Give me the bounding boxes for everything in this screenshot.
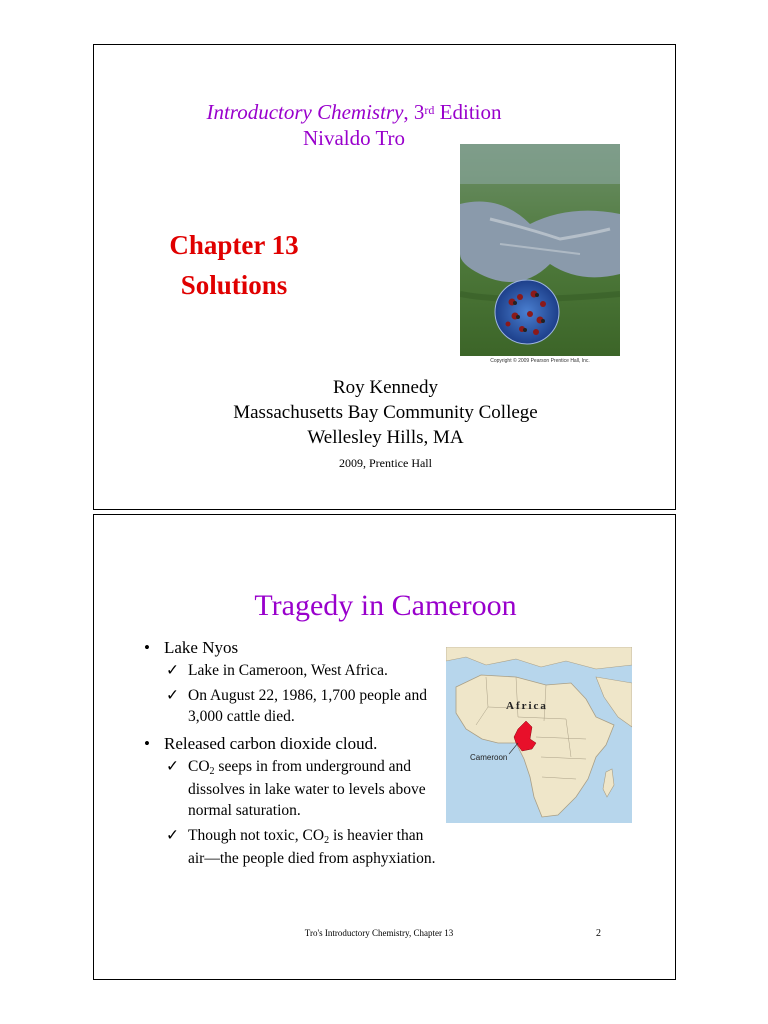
chapter-heading bbox=[134, 225, 334, 305]
chapter-subject: Solutions bbox=[180, 270, 288, 300]
map-label-africa: Africa bbox=[506, 700, 548, 712]
sub-bullet-item: ✓ Though not toxic, $CO_2$ is heavier than air—the people died from asphyxiation. bbox=[166, 827, 436, 867]
slide-1 bbox=[93, 44, 676, 510]
presenter-block bbox=[94, 375, 677, 450]
bullet-icon: • bbox=[144, 734, 150, 753]
bullet-item: • Released carbon dioxide cloud. bbox=[144, 734, 378, 753]
cover-image bbox=[460, 144, 620, 356]
slide-2 bbox=[93, 514, 676, 980]
slide-title: Tragedy in Cameroon bbox=[254, 589, 517, 622]
bullet-item: • Lake Nyos bbox=[144, 638, 239, 657]
bullet-list bbox=[138, 637, 438, 873]
publisher-line: 2009, Prentice Hall bbox=[339, 456, 432, 470]
checkmark-icon: ✓ bbox=[166, 758, 179, 775]
checkmark-icon: ✓ bbox=[166, 687, 179, 704]
slide-footer: Tro's Introductory Chemistry, Chapter 13 bbox=[304, 928, 454, 938]
map-label-cameroon: Cameroon bbox=[470, 753, 508, 762]
checkmark-icon: ✓ bbox=[166, 662, 179, 679]
cover-caption: Copyright © 2009 Pearson Prentice Hall, Inc. bbox=[490, 358, 590, 364]
presenter-name: Roy Kennedy bbox=[332, 377, 438, 398]
book-author: Nivaldo Tro bbox=[302, 126, 406, 150]
sub-bullet-item: ✓ $CO_2$ seeps in from underground and dissolves in lake water to levels above normal saturation. bbox=[166, 758, 426, 819]
presenter-college: Massachusetts Bay Community College bbox=[233, 402, 538, 423]
page-number: 2 bbox=[596, 928, 601, 939]
checkmark-icon: ✓ bbox=[166, 827, 179, 844]
sub-bullet-item: ✓ Lake in Cameroon, West Africa. bbox=[166, 662, 388, 679]
book-title: Introductory Chemistry, 3rd Edition Nivaldo Tro bbox=[206, 100, 502, 150]
africa-map bbox=[446, 647, 632, 823]
bullet-icon: • bbox=[144, 638, 150, 657]
sub-bullet-item: ✓ On August 22, 1986, 1,700 people and 3,000 cattle died. bbox=[166, 687, 427, 725]
presenter-location: Wellesley Hills, MA bbox=[307, 427, 464, 448]
chapter-number: Chapter 13 bbox=[169, 230, 299, 260]
